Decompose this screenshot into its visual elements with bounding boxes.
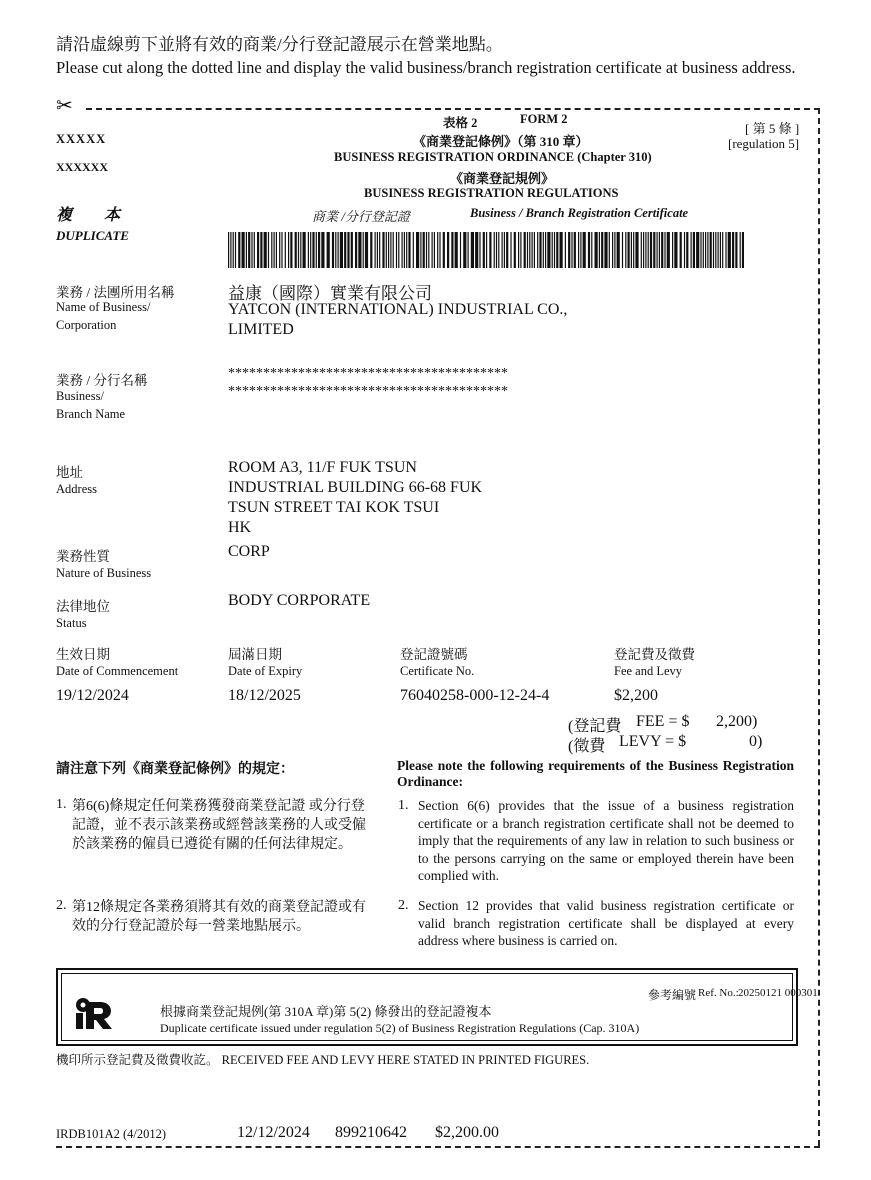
barcode-bar: [496, 232, 497, 268]
duplicate-en: DUPLICATE: [56, 228, 129, 243]
barcode-bar: [604, 232, 607, 268]
duplicate-text-zh: 根據商業登記規例(第 310A 章)第 5(2) 條發出的登記證複本: [160, 1004, 492, 1019]
barcode-bar: [290, 232, 292, 268]
footer-date: 12/12/2024: [237, 1124, 310, 1141]
barcode-bar: [609, 232, 610, 268]
barcode-bar: [691, 232, 692, 268]
name-label-zh: 業務 / 法團所用名稱: [56, 285, 175, 300]
barcode-bar: [612, 232, 613, 268]
barcode-bar: [537, 232, 538, 268]
barcode-bar: [718, 232, 719, 268]
barcode-bar: [672, 232, 673, 268]
barcode-bar: [351, 232, 353, 268]
barcode-bar: [483, 232, 485, 268]
barcode-bar: [489, 232, 491, 268]
barcode-bar: [659, 232, 660, 268]
barcode-bar: [715, 232, 716, 268]
barcode-bar: [426, 232, 427, 268]
barcode-bar: [578, 232, 579, 268]
barcode-bar: [363, 232, 364, 268]
barcode-bar: [310, 232, 311, 268]
commencement-label-en: Date of Commencement: [56, 664, 179, 678]
barcode-bar: [617, 232, 620, 268]
barcode-bar: [628, 232, 630, 268]
receipt-text: 機印所示登記費及徵費收訖。 RECEIVED FEE AND LEVY HERE STATED IN PRINTED FIGURES.: [56, 1053, 590, 1067]
cut-line-bottom: [56, 1146, 820, 1148]
barcode-bar: [595, 232, 598, 268]
barcode-bar: [451, 232, 453, 268]
scissors-icon: ✂: [56, 95, 73, 117]
barcode-bar: [295, 232, 297, 268]
barcode-bar: [386, 232, 387, 268]
certificate-no-label-en: Certificate No.: [400, 664, 475, 678]
barcode-bar: [233, 232, 234, 268]
name-label-en-1: Name of Business/: [56, 300, 151, 314]
fee-line-zh: (登記費: [568, 718, 622, 735]
barcode-bar: [327, 232, 330, 268]
barcode-bar: [710, 232, 712, 268]
barcode-bar: [251, 232, 252, 268]
regulations-en: BUSINESS REGISTRATION REGULATIONS: [364, 186, 619, 200]
address-label-zh: 地址: [56, 465, 83, 480]
barcode-bar: [713, 232, 714, 268]
barcode-bar: [235, 232, 236, 268]
barcode-bar: [358, 232, 361, 268]
barcode-bar: [390, 232, 391, 268]
barcode-bar: [375, 232, 376, 268]
barcode-bar: [591, 232, 592, 268]
nature-label-en: Nature of Business: [56, 566, 152, 580]
notice-item2-number-en: 2.: [398, 898, 409, 913]
fee-line-en: FEE = $: [636, 713, 690, 730]
barcode-bar: [264, 232, 267, 268]
branch-name-1: ****************************************: [228, 366, 508, 381]
expiry-label-en: Date of Expiry: [228, 664, 303, 678]
barcode-bar: [318, 232, 320, 268]
barcode-bar: [408, 232, 410, 268]
barcode-bar: [667, 232, 670, 268]
ref-label-zh: 參考編號: [648, 988, 697, 1002]
barcode-bar: [494, 232, 495, 268]
cut-line-top: [86, 108, 820, 110]
commencement-value: 19/12/2024: [56, 687, 129, 704]
barcode-bar: [300, 232, 301, 268]
barcode-bar: [238, 232, 240, 268]
ird-logo-icon: [74, 996, 114, 1030]
barcode-bar: [316, 232, 317, 268]
status-label-en: Status: [56, 616, 87, 630]
barcode-bar: [693, 232, 695, 268]
instruction-en: Please cut along the dotted line and display the valid business/branch registration certificate at business address.: [56, 58, 796, 77]
ref-label-en: Ref. No.:: [698, 987, 739, 999]
barcode-bar: [260, 232, 262, 268]
barcode-bar: [635, 232, 638, 268]
barcode-bar: [268, 232, 269, 268]
barcode-bar: [471, 232, 474, 268]
barcode-bar: [552, 232, 553, 268]
barcode-bar: [545, 232, 546, 268]
barcode-bar: [321, 232, 324, 268]
section-zh: [ 第 5 條 ]: [745, 121, 800, 136]
barcode-bar: [347, 232, 349, 268]
barcode-bar: [248, 232, 250, 268]
regulations-zh: 《商業登記規例》: [450, 171, 555, 186]
barcode-bar: [246, 232, 247, 268]
barcode-bar: [257, 232, 259, 268]
barcode-bar: [447, 232, 449, 268]
barcode-bar: [502, 232, 503, 268]
barcode-bar: [254, 232, 255, 268]
form-number-en: FORM 2: [520, 112, 568, 126]
expiry-label-zh: 屆滿日期: [228, 647, 282, 662]
barcode-bar: [514, 232, 516, 268]
barcode-bar: [684, 232, 685, 268]
cut-line-right: [818, 108, 820, 1146]
barcode-bar: [475, 232, 478, 268]
barcode-bar: [439, 232, 440, 268]
barcode-bar: [520, 232, 521, 268]
notice-item1-number-zh: 1.: [56, 797, 67, 812]
barcode-bar: [355, 232, 357, 268]
levy-line-zh: (徵費: [568, 738, 606, 755]
barcode-bar: [568, 232, 570, 268]
barcode-bar: [524, 232, 526, 268]
barcode-bar: [298, 232, 299, 268]
barcode-bar: [707, 232, 708, 268]
barcode-bar: [276, 232, 277, 268]
barcode-bar: [529, 232, 530, 268]
barcode-bar: [377, 232, 378, 268]
address-label-en: Address: [56, 482, 97, 496]
certificate-title-en: Business / Branch Registration Certificate: [470, 206, 689, 220]
business-name-zh: 益康（國際）實業有限公司: [228, 284, 432, 303]
barcode-bar: [560, 232, 563, 268]
barcode-bar: [725, 232, 726, 268]
expiry-value: 18/12/2025: [228, 687, 301, 704]
barcode-bar: [518, 232, 519, 268]
barcode-bar: [370, 232, 372, 268]
barcode-bar: [406, 232, 407, 268]
barcode-bar: [423, 232, 425, 268]
notice-item2-number-zh: 2.: [56, 898, 67, 913]
nature-value: CORP: [228, 543, 270, 560]
barcode-bar: [580, 232, 581, 268]
barcode-bar: [365, 232, 368, 268]
business-name-en-1: YATCON (INTERNATIONAL) INDUSTRIAL CO.,: [228, 301, 568, 318]
barcode-bar: [735, 232, 737, 268]
barcode-bar: [434, 232, 435, 268]
barcode-bar: [648, 232, 649, 268]
barcode-bar: [308, 232, 309, 268]
barcode-bar: [393, 232, 394, 268]
barcode-bar: [740, 232, 741, 268]
notice-item2-en: Section 12 provides that valid business registration certificate or valid branch registration certificate shall be displayed at every address where business is carried on.: [418, 898, 794, 948]
barcode-bar: [686, 232, 688, 268]
barcode-bar: [742, 232, 744, 268]
barcode-bar: [614, 232, 615, 268]
left-code-2: XXXXXX: [56, 160, 108, 174]
barcode-bar: [281, 232, 282, 268]
barcode-bar: [340, 232, 343, 268]
barcode-bar: [641, 232, 642, 268]
form-number-zh: 表格 2: [443, 116, 478, 130]
barcode-bar: [510, 232, 511, 268]
notice-item2-zh: 第12條規定各業務須將其有效的商業登記證或有效的分行登記證於每一營業地點展示。: [72, 900, 366, 934]
barcode-bar: [661, 232, 663, 268]
footer-amount: $2,200.00: [435, 1124, 499, 1141]
barcode-bar: [700, 232, 701, 268]
barcode-bar: [437, 232, 438, 268]
branch-name-2: ****************************************: [228, 384, 508, 399]
barcode-bar: [599, 232, 600, 268]
barcode-bar: [588, 232, 590, 268]
barcode-bar: [543, 232, 544, 268]
barcode-bar: [279, 232, 280, 268]
barcode-bar: [539, 232, 541, 268]
notice-heading-zh: 請注意下列《商業登記條例》的規定：: [56, 762, 294, 777]
barcode-bar: [242, 232, 245, 268]
business-name-en-2: LIMITED: [228, 321, 294, 338]
barcode-bar: [303, 232, 306, 268]
duplicate-certificate-box: [56, 968, 818, 1046]
address-line-2: INDUSTRIAL BUILDING 66-68 FUK: [228, 479, 483, 496]
barcode-bar: [498, 232, 499, 268]
barcode-bar: [335, 232, 336, 268]
barcode-bar: [463, 232, 466, 268]
barcode-bar: [574, 232, 576, 268]
barcode-bar: [527, 232, 528, 268]
ordinance-zh: 《商業登記條例》（第 310 章）: [413, 134, 589, 149]
barcode-bar: [460, 232, 461, 268]
certificate-no-label-zh: 登記證號碼: [400, 647, 468, 662]
status-value: BODY CORPORATE: [228, 592, 371, 609]
barcode-bar: [728, 232, 731, 268]
address-line-3: TSUN STREET TAI KOK TSUI: [228, 499, 440, 516]
address-line-4: HK: [228, 519, 252, 536]
barcode-bar: [703, 232, 704, 268]
barcode-bar: [230, 232, 231, 268]
branch-label-zh: 業務 / 分行名稱: [56, 373, 148, 388]
barcode-bar: [288, 232, 289, 268]
barcode-bar: [631, 232, 632, 268]
barcode-bar: [534, 232, 535, 268]
certificate-no-value: 76040258-000-12-24-4: [400, 687, 550, 704]
barcode-bar: [732, 232, 734, 268]
barcode-bar: [382, 232, 384, 268]
status-label-zh: 法律地位: [56, 599, 110, 614]
barcode-bar: [402, 232, 403, 268]
barcode: [228, 232, 744, 268]
ordinance-en: BUSINESS REGISTRATION ORDINANCE (Chapter 310): [334, 150, 652, 164]
barcode-bar: [633, 232, 634, 268]
barcode-bar: [271, 232, 272, 268]
fee-amount: 2,200): [716, 713, 758, 730]
barcode-bar: [486, 232, 487, 268]
barcode-bar: [532, 232, 533, 268]
barcode-bar: [404, 232, 405, 268]
barcode-bar: [398, 232, 399, 268]
nature-label-zh: 業務性質: [56, 549, 110, 564]
notice-item1-en: Section 6(6) provides that the issue of a business registration certificate or a branch registration certificate shall not be deemed to imply that the requirements of any law in relation to such business or to the persons carrying on the same or employed therein have been complied with.: [418, 798, 794, 883]
footer-number: 899210642: [335, 1124, 407, 1141]
barcode-bar: [455, 232, 458, 268]
branch-label-en-1: Business/: [56, 389, 104, 403]
barcode-bar: [413, 232, 414, 268]
barcode-bar: [583, 232, 586, 268]
notice-item1-zh: 第6(6)條規定任何業務獲發商業登記證 或分行登記證，並不表示該業務或經營該業務的人或受僱於該業務的僱員已遵從有關的任何法律規定。: [72, 799, 366, 852]
fee-value: $2,200: [614, 687, 658, 704]
instruction-zh: 請沿虛線剪下並將有效的商業/分行登記證展示在營業地點。: [56, 35, 503, 54]
branch-label-en-2: Branch Name: [56, 407, 126, 421]
barcode-bar: [643, 232, 644, 268]
barcode-bar: [650, 232, 652, 268]
barcode-bar: [479, 232, 480, 268]
barcode-bar: [332, 232, 334, 268]
barcode-bar: [432, 232, 433, 268]
barcode-bar: [722, 232, 723, 268]
barcode-bar: [680, 232, 682, 268]
levy-amount: 0): [749, 733, 763, 750]
barcode-bar: [428, 232, 429, 268]
barcode-bar: [645, 232, 646, 268]
barcode-bar: [622, 232, 623, 268]
barcode-bar: [228, 232, 229, 268]
barcode-bar: [504, 232, 505, 268]
barcode-bar: [274, 232, 275, 268]
barcode-bar: [379, 232, 380, 268]
barcode-bar: [344, 232, 346, 268]
duplicate-zh: 複 本: [56, 207, 121, 224]
certificate-title-zh: 商業 /分行登記證: [312, 209, 410, 224]
levy-line-en: LEVY = $: [619, 733, 687, 750]
barcode-bar: [285, 232, 286, 268]
notice-heading-en: Please note the following requirements of the Business Registration Ordinance:: [397, 758, 794, 789]
barcode-bar: [312, 232, 314, 268]
barcode-bar: [396, 232, 397, 268]
form-code: IRDB101A2 (4/2012): [56, 1127, 167, 1141]
barcode-bar: [547, 232, 550, 268]
barcode-bar: [625, 232, 626, 268]
barcode-bar: [416, 232, 419, 268]
barcode-bar: [443, 232, 445, 268]
barcode-bar: [420, 232, 421, 268]
barcode-bar: [388, 232, 389, 268]
address-line-1: ROOM A3, 11/F FUK TSUN: [228, 459, 417, 476]
notice-item1-number-en: 1.: [398, 798, 409, 813]
barcode-bar: [554, 232, 555, 268]
barcode-bar: [720, 232, 721, 268]
barcode-bar: [674, 232, 677, 268]
duplicate-text-en: Duplicate certificate issued under regulation 5(2) of Business Registration Regulations (Cap. 310A): [160, 1021, 640, 1035]
fee-label-zh: 登記費及徵費: [614, 647, 695, 662]
section-en: [regulation 5]: [728, 136, 800, 151]
barcode-bar: [657, 232, 658, 268]
name-label-en-2: Corporation: [56, 318, 117, 332]
barcode-bar: [653, 232, 655, 268]
barcode-bar: [664, 232, 665, 268]
fee-label-en: Fee and Levy: [614, 664, 683, 678]
barcode-bar: [601, 232, 603, 268]
barcode-bar: [338, 232, 339, 268]
barcode-bar: [705, 232, 706, 268]
barcode-bar: [696, 232, 699, 268]
barcode-bar: [556, 232, 558, 268]
ref-value: 20250121 000301: [738, 987, 818, 999]
barcode-bar: [565, 232, 566, 268]
barcode-bar: [571, 232, 572, 268]
left-code-1: XXXXX: [56, 132, 107, 146]
barcode-bar: [506, 232, 508, 268]
commencement-label-zh: 生效日期: [56, 647, 110, 662]
barcode-bar: [468, 232, 469, 268]
